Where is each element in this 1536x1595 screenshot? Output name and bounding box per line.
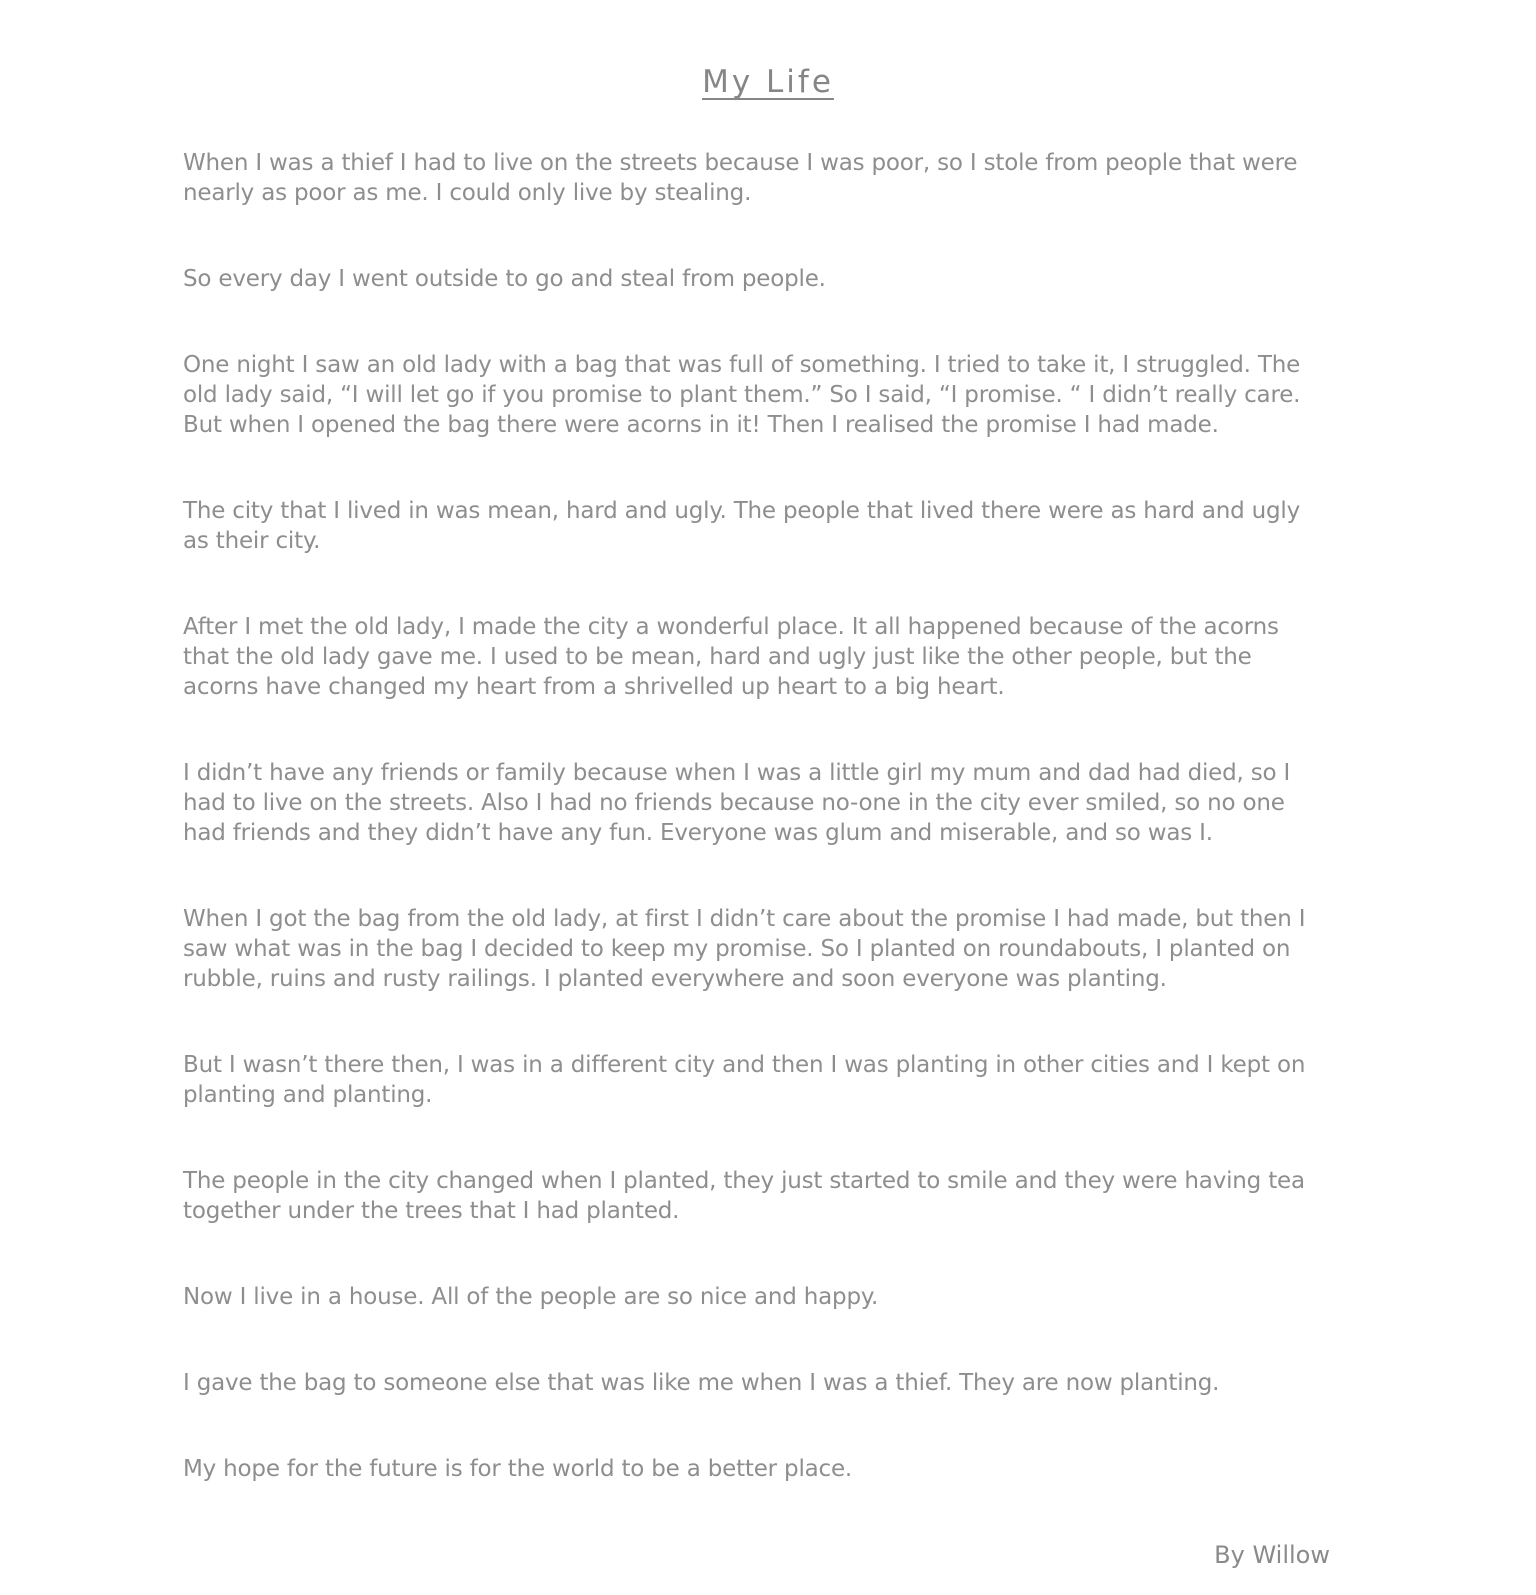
author-signature: By Willow: [1214, 1541, 1330, 1569]
story-paragraph: When I got the bag from the old lady, at first I didn’t care about the promise I had made, but then I saw what was in the bag I decided to keep my promise. So I planted on roundabouts, I planted on rubble, ruins and rusty railings. I planted everywhere and soon everyone was planting.: [183, 906, 1306, 992]
story-paragraph: I gave the bag to someone else that was like me when I was a thief. They are now planting.: [183, 1370, 1220, 1396]
story-body: [0, 148, 1536, 1484]
story-paragraph: I didn’t have any friends or family because when I was a little girl my mum and dad had died, so I had to live on the streets. Also I had no friends because no-one in the city ever smiled, so no one had friends and they didn’t have any fun. Everyone was glum and miserable, and so was I.: [183, 760, 1291, 846]
story-paragraph: My hope for the future is for the world to be a better place.: [183, 1456, 853, 1482]
story-paragraph: When I was a thief I had to live on the streets because I was poor, so I stole from people that were nearly as poor as me. I could only live by stealing.: [183, 150, 1298, 206]
page-title: My Life: [702, 64, 834, 100]
story-paragraph: After I met the old lady, I made the city a wonderful place. It all happened because of the acorns that the old lady gave me. I used to be mean, hard and ugly just like the other people, but the acorns have changed my heart from a shrivelled up heart to a big heart.: [183, 614, 1279, 700]
story-paragraph: Now I live in a house. All of the people are so nice and happy.: [183, 1284, 879, 1310]
story-paragraph: So every day I went outside to go and steal from people.: [183, 266, 826, 292]
story-paragraph: One night I saw an old lady with a bag that was full of something. I tried to take it, I struggled. The old lady said, “I will let go if you promise to plant them.” So I said, “I promise. “ I didn’t really care. But when I opened the bag there were acorns in it! Then I realised the promise I had made.: [183, 352, 1301, 438]
story-paragraph: The city that I lived in was mean, hard and ugly. The people that lived there were as hard and ugly as their city.: [183, 498, 1301, 554]
story-paragraph: The people in the city changed when I planted, they just started to smile and they were having tea together under the trees that I had planted.: [183, 1168, 1305, 1224]
story-paragraph: But I wasn’t there then, I was in a different city and then I was planting in other cities and I kept on planting and planting.: [183, 1052, 1306, 1108]
